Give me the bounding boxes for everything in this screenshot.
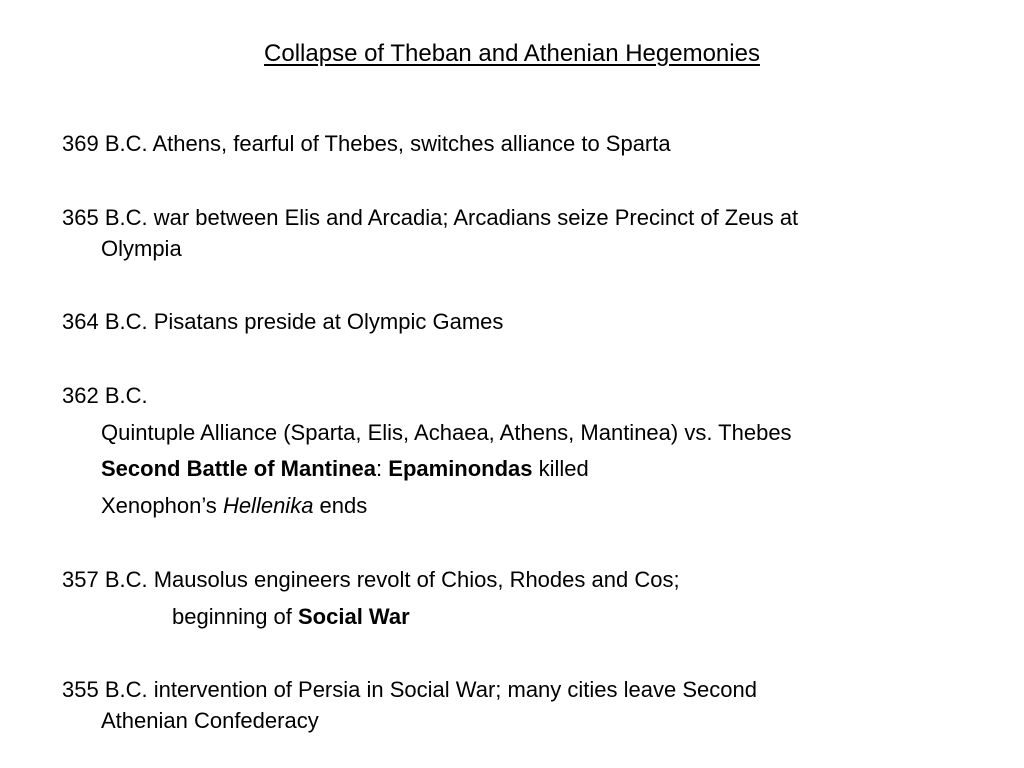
battle-name: Second Battle of Mantinea (101, 456, 377, 481)
entry-357-line1: 357 B.C. Mausolus engineers revolt of Chios, Rhodes and Cos; (62, 567, 680, 592)
slide-title: Collapse of Theban and Athenian Hegemonies (264, 40, 760, 67)
entry-355-line1: 355 B.C. intervention of Persia in Social War; many cities leave Second (62, 677, 757, 702)
entry-357-line2 (172, 601, 410, 633)
entry-365-line2: Olympia (101, 236, 182, 261)
ends-text: ends (313, 493, 368, 518)
beginning-prefix: beginning of (172, 604, 298, 629)
entry-365-line1: 365 B.C. war between Elis and Arcadia; Arcadians seize Precinct of Zeus at (62, 205, 799, 230)
xenophon-prefix: Xenophon’s (101, 493, 223, 518)
entry-364: 364 B.C. Pisatans preside at Olympic Games (62, 309, 504, 334)
battle-colon: : (376, 456, 389, 481)
social-war: Social War (298, 604, 410, 629)
entry-362-xenophon (101, 490, 367, 522)
entry-369: 369 B.C. Athens, fearful of Thebes, switches alliance to Sparta (62, 131, 671, 156)
entry-355-line2: Athenian Confederacy (101, 708, 319, 733)
entry-362-battle (101, 453, 589, 485)
killed-text: killed (532, 456, 589, 481)
epaminondas: Epaminondas (388, 456, 533, 481)
entry-362: 362 B.C. (62, 383, 148, 408)
entry-362-quintuple-alliance: Quintuple Alliance (Sparta, Elis, Achaea, Athens, Mantinea) vs. Thebes (101, 420, 792, 445)
hellenika-title: Hellenika (222, 493, 314, 518)
